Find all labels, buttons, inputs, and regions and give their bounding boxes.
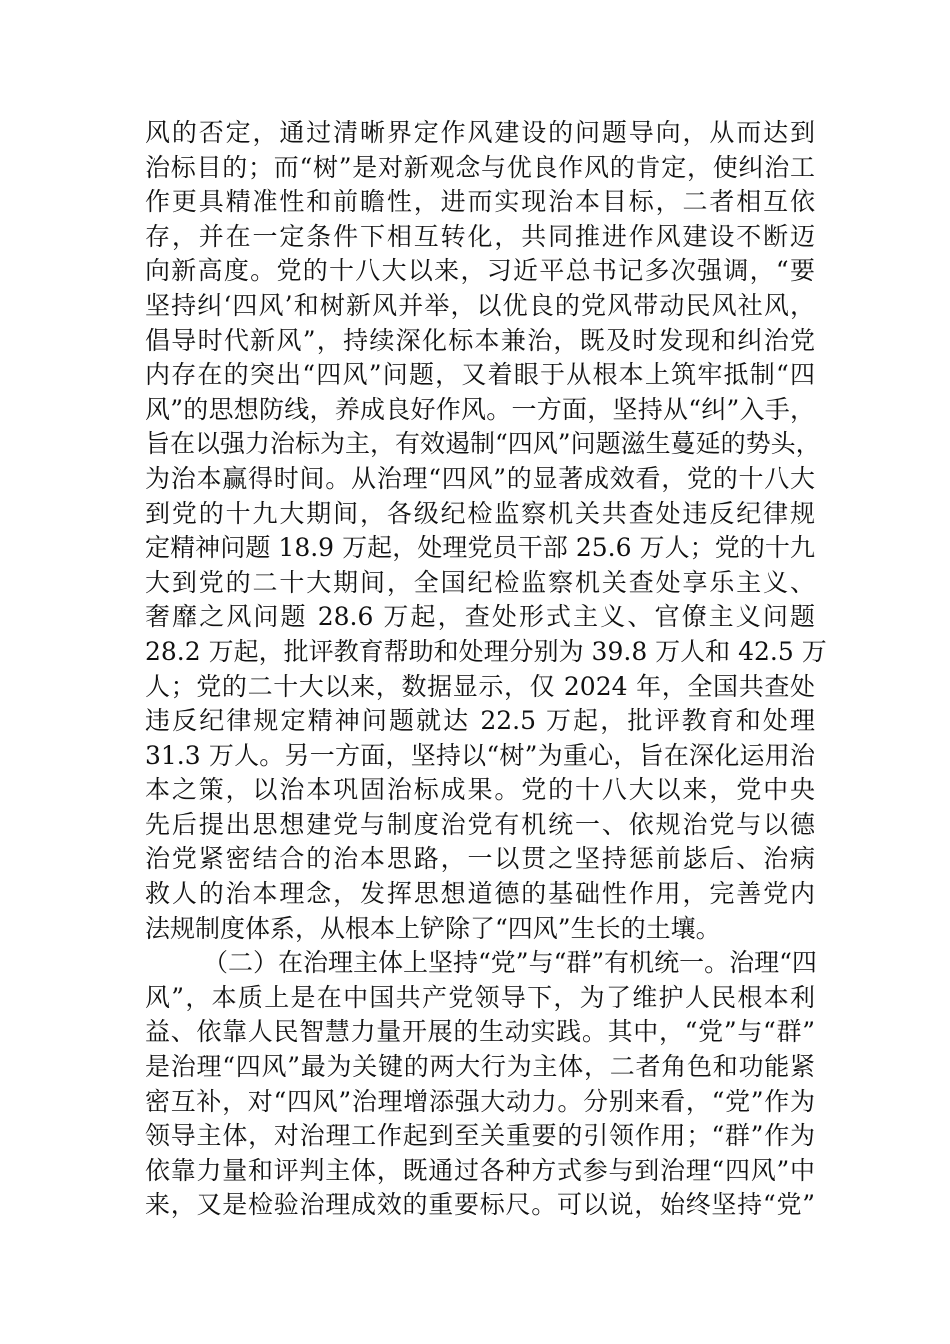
text-line: 奢靡之风问题 28.6 万起，查处形式主义、官僚主义问题: [145, 602, 815, 632]
text-line: 依靠力量和评判主体，既通过各种方式参与到治理“四风”中: [145, 1155, 815, 1185]
text-line: 到党的十九大期间，各级纪检监察机关共查处违反纪律规: [145, 498, 815, 528]
text-line: 来，又是检验治理成效的重要标尺。可以说，始终坚持“党”: [145, 1190, 815, 1220]
text-line: 先后提出思想建党与制度治党有机统一、依规治党与以德: [145, 809, 815, 839]
text-line: 风”的思想防线，养成良好作风。一方面，坚持从“纠”入手，: [145, 394, 815, 424]
text-line: 风的否定，通过清晰界定作风建设的问题导向，从而达到: [145, 118, 815, 147]
section-heading-line: （二）在治理主体上坚持“党”与“群”有机统一。治理“四: [203, 948, 817, 978]
text-line: 违反纪律规定精神问题就达 22.5 万起，批评教育和处理: [145, 706, 815, 736]
text-line: 法规制度体系，从根本上铲除了“四风”生长的土壤。: [145, 913, 721, 943]
text-line: 28.2 万起，批评教育帮助和处理分别为 39.8 万人和 42.5 万: [145, 636, 827, 666]
text-line: 本之策，以治本巩固治标成果。党的十八大以来，党中央: [145, 775, 815, 805]
text-line: 31.3 万人。另一方面，坚持以“树”为重心，旨在深化运用治: [145, 740, 815, 770]
text-line: 大到党的二十大期间，全国纪检监察机关查处享乐主义、: [145, 567, 815, 597]
text-line: 存，并在一定条件下相互转化，共同推进作风建设不断迈: [145, 221, 815, 251]
text-line: 风”，本质上是在中国共产党领导下，为了维护人民根本利: [145, 982, 815, 1012]
text-line: 治党紧密结合的治本思路，一以贯之坚持惩前毖后、治病: [145, 844, 815, 874]
text-line: 向新高度。党的十八大以来，习近平总书记多次强调，“要: [145, 256, 815, 286]
text-line: 领导主体，对治理工作起到至关重要的引领作用；“群”作为: [145, 1121, 815, 1151]
text-line: 治标目的；而“树”是对新观念与优良作风的肯定，使纠治工: [145, 152, 815, 182]
text-line: 定精神问题 18.9 万起，处理党员干部 25.6 万人；党的十九: [145, 533, 815, 563]
text-line: 益、依靠人民智慧力量开展的生动实践。其中，“党”与“群”: [145, 1017, 815, 1047]
text-line: 内存在的突出“四风”问题，又着眼于从根本上筑牢抵制“四: [145, 360, 815, 390]
text-line: 人；党的二十大以来，数据显示，仅 2024 年，全国共查处: [145, 671, 815, 701]
text-line: 密互补，对“四风”治理增添强大动力。分别来看，“党”作为: [145, 1086, 815, 1116]
text-line: 旨在以强力治标为主，有效遏制“四风”问题滋生蔓延的势头，: [145, 429, 821, 459]
text-line: 倡导时代新风”，持续深化标本兼治，既及时发现和纠治党: [145, 325, 815, 355]
text-line: 坚持纠‘四风’和树新风并举，以优良的党风带动民风社风，: [145, 290, 815, 320]
text-line: 为治本赢得时间。从治理“四风”的显著成效看，党的十八大: [145, 463, 815, 493]
text-line: 作更具精准性和前瞻性，进而实现治本目标，二者相互依: [145, 187, 815, 217]
text-line: 救人的治本理念，发挥思想道德的基础性作用，完善党内: [145, 879, 815, 909]
body-text: [145, 116, 827, 1223]
text-line: 是治理“四风”最为关键的两大行为主体，二者角色和功能紧: [145, 1052, 815, 1082]
